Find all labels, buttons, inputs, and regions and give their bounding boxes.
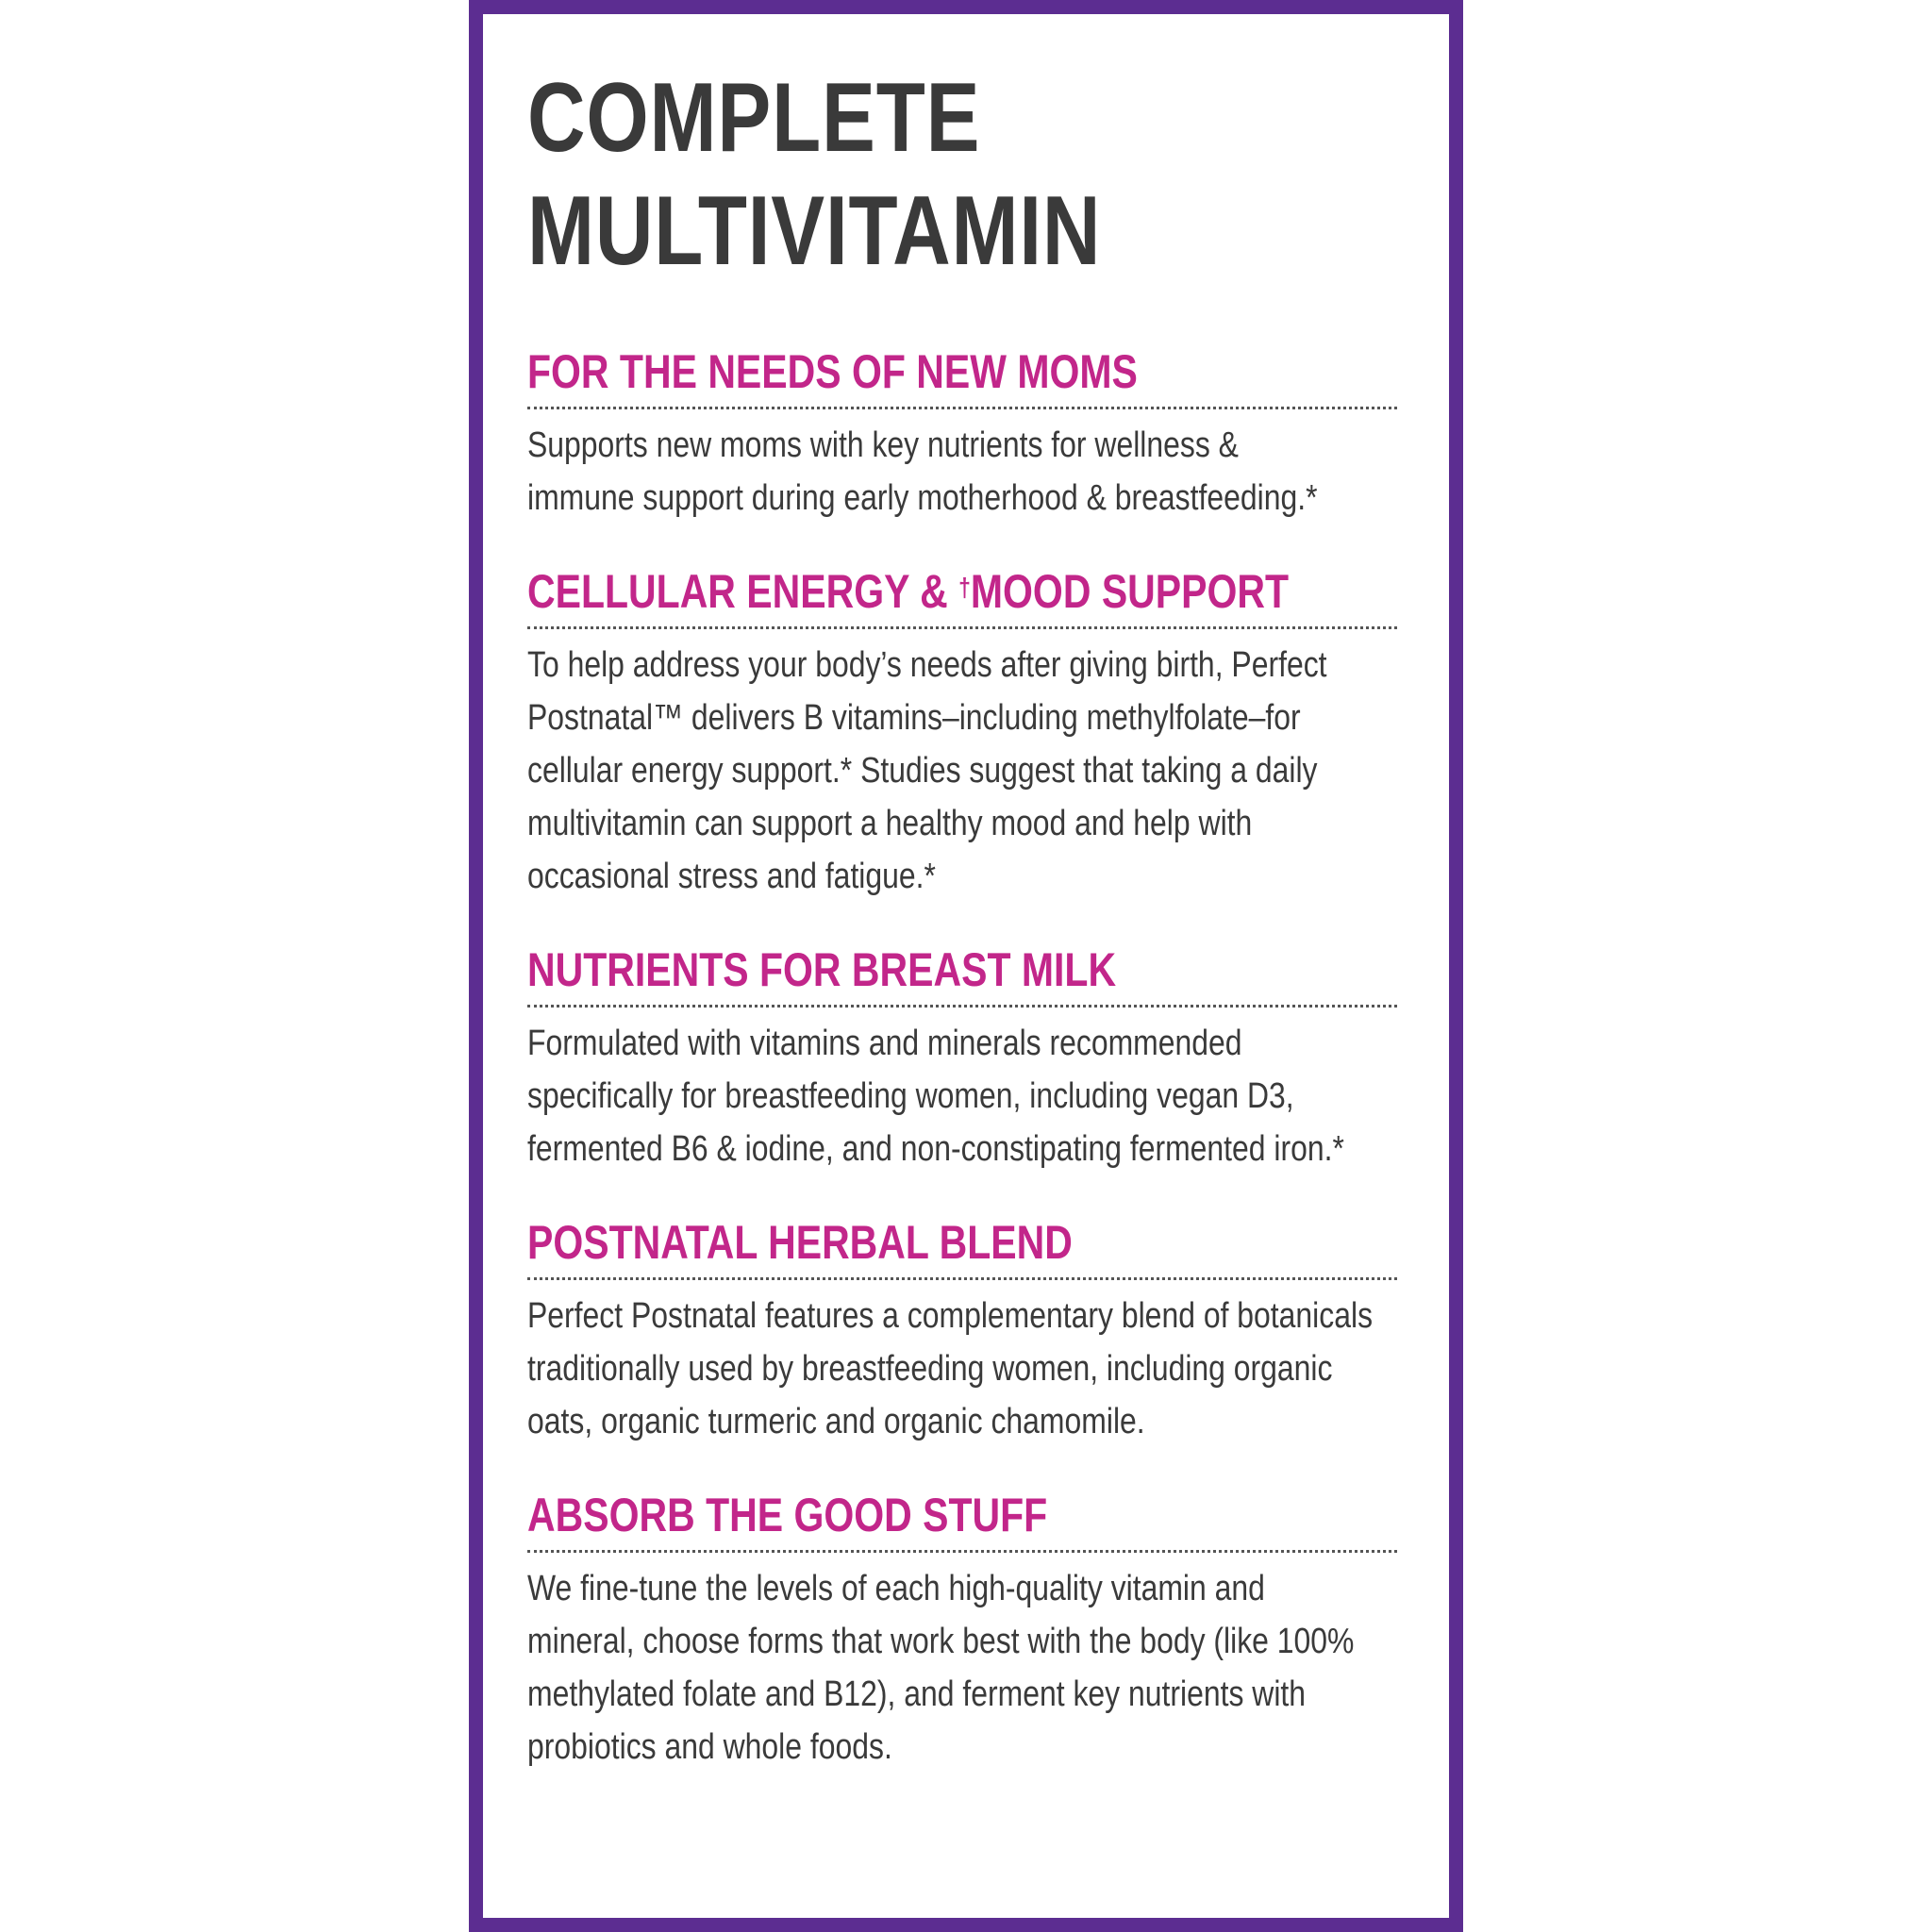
section-heading: FOR THE NEEDS OF NEW MOMS [527, 345, 1138, 398]
dotted-divider [527, 626, 1397, 629]
dotted-divider [527, 1005, 1397, 1008]
heading-text-pre: CELLULAR ENERGY & [527, 565, 959, 618]
dotted-divider [527, 407, 1397, 409]
section-energy-mood [527, 562, 1410, 903]
dotted-divider [527, 1550, 1397, 1553]
section-breast-milk [527, 941, 1410, 1175]
section-herbal-blend [527, 1213, 1410, 1448]
section-body: We fine-tune the levels of each high-quality vitamin and mineral, choose forms that work best with the body (like 100% methylated folate and B12), and ferment key nutrients with probiotics and whole foods. [527, 1569, 1355, 1767]
section-body: Perfect Postnatal features a complementary blend of botanicals traditionally used by breastfeeding women, including organic oats, organic turmeric and organic chamomile. [527, 1296, 1374, 1441]
section-body: Formulated with vitamins and minerals recommended specifically for breastfeeding women, including vegan D3, fermented B6 & iodine, and non-constipating fermented iron.* [527, 1024, 1344, 1169]
section-body: To help address your body’s needs after giving birth, Perfect Postnatal™ delivers B vitamins–including methylfolate–for cellular energy support.* Studies suggest that taking a daily multivitamin can support a healthy mood and help with occasional stress and fatigue.* [527, 645, 1327, 896]
section-heading [527, 562, 1290, 621]
product-info-panel [469, 0, 1463, 1932]
title-line-2: MULTIVITAMIN [527, 176, 1102, 286]
section-heading: POSTNATAL HERBAL BLEND [527, 1216, 1073, 1269]
dagger-mark: † [958, 573, 971, 602]
section-heading: NUTRIENTS FOR BREAST MILK [527, 943, 1117, 996]
page-title [527, 61, 1252, 288]
section-heading: ABSORB THE GOOD STUFF [527, 1489, 1048, 1541]
section-absorb [527, 1486, 1410, 1774]
section-new-moms [527, 342, 1410, 525]
section-body: Supports new moms with key nutrients for wellness & immune support during early motherhood & breastfeeding.* [527, 425, 1318, 518]
title-line-1: COMPLETE [527, 63, 981, 173]
panel-content [527, 61, 1410, 1774]
heading-text-post: MOOD SUPPORT [970, 565, 1290, 618]
dotted-divider [527, 1277, 1397, 1280]
